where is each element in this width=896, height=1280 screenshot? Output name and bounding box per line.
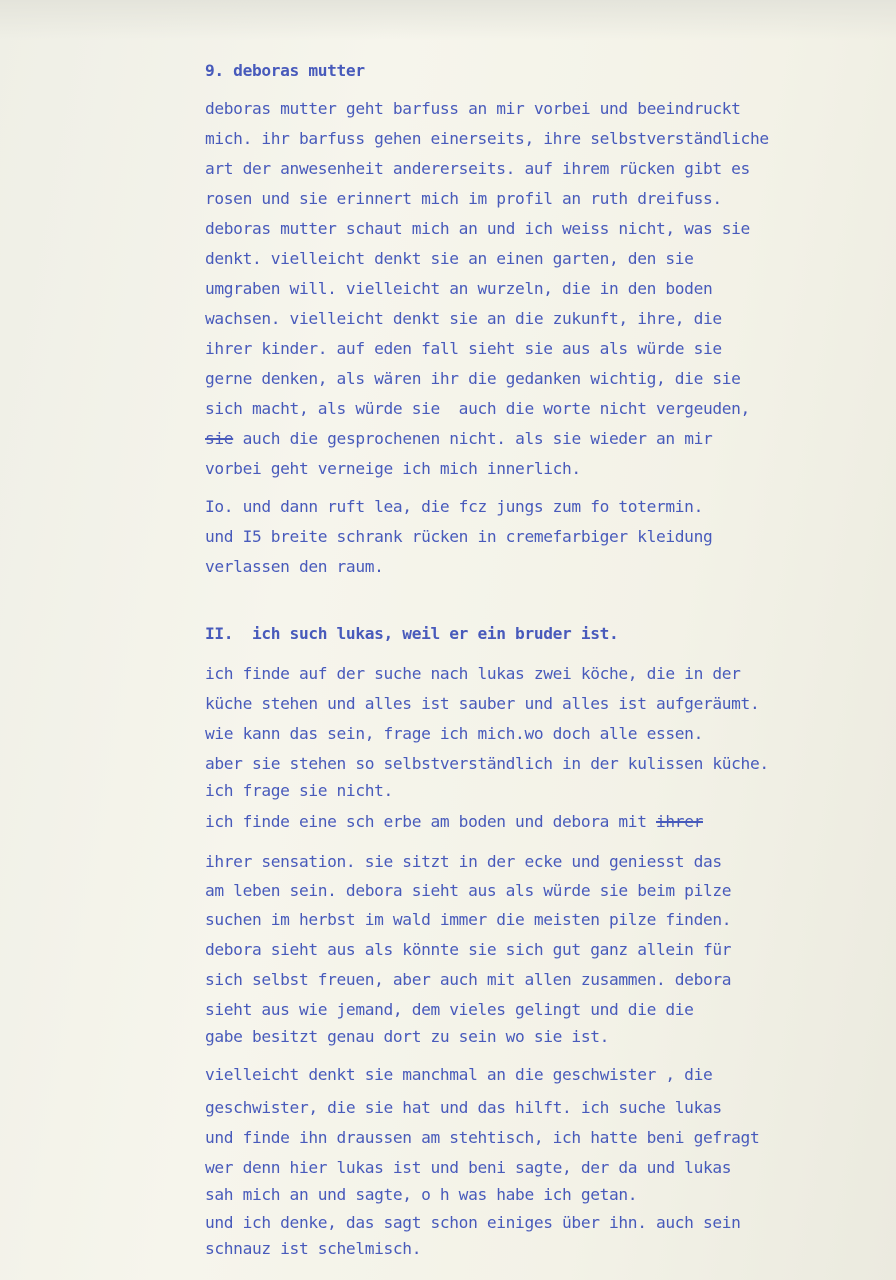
text-line-start: ich finde eine sch erbe am boden und debora mit (205, 812, 647, 831)
text-line: ich finde auf der suche nach lukas zwei köche, die in der (205, 664, 741, 683)
text-line: denkt. vielleicht denkt sie an einen garten, den sie (205, 249, 694, 268)
text-line: ihrer kinder. auf eden fall sieht sie aus als würde sie (205, 339, 722, 358)
text-line: suchen im herbst im wald immer die meisten pilze finden. (205, 910, 732, 929)
text-line: vorbei geht verneige ich mich innerlich. (205, 459, 581, 478)
section-heading-11: II. ich such lukas, weil er ein bruder ist. (205, 624, 619, 643)
text-line: wachsen. vielleicht denkt sie an die zukunft, ihre, die (205, 309, 722, 328)
text-line: geschwister, die sie hat und das hilft. ich suche lukas (205, 1098, 722, 1117)
text-line: aber sie stehen so selbstverständlich in der kulissen küche. (205, 754, 769, 773)
typewritten-text (205, 0, 885, 1258)
text-line: deboras mutter schaut mich an und ich weiss nicht, was sie (205, 219, 750, 238)
text-line: ich frage sie nicht. (205, 781, 393, 800)
text-line: gabe besitzt genau dort zu sein wo sie ist. (205, 1027, 610, 1046)
section-heading-9: 9. deboras mutter (205, 61, 365, 80)
text-line: und I5 breite schrank rücken in cremefarbiger kleidung (205, 527, 713, 546)
text-line: gerne denken, als wären ihr die gedanken wichtig, die sie (205, 369, 741, 388)
text-line-with-strikeout (205, 428, 712, 450)
text-line-rest: auch die gesprochenen nicht. als sie wieder an mir (242, 429, 713, 448)
text-line: sich selbst freuen, aber auch mit allen zusammen. debora (205, 970, 732, 989)
text-line: sieht aus wie jemand, dem vieles gelingt und die die (205, 1000, 694, 1019)
struck-word: ihrer (656, 812, 703, 831)
text-line: vielleicht denkt sie manchmal an die geschwister , die (205, 1065, 713, 1084)
text-line: wie kann das sein, frage ich mich.wo doch alle essen. (205, 724, 703, 743)
text-line: debora sieht aus als könnte sie sich gut ganz allein für (205, 940, 732, 959)
text-line: wer denn hier lukas ist und beni sagte, der da und lukas (205, 1158, 732, 1177)
text-line: art der anwesenheit andererseits. auf ihrem rücken gibt es (205, 159, 750, 178)
text-line: verlassen den raum. (205, 557, 384, 576)
struck-word: sie (205, 429, 234, 448)
text-line: und finde ihn draussen am stehtisch, ich hatte beni gefragt (205, 1128, 760, 1147)
text-line-with-strikeout (205, 811, 703, 833)
text-line: umgraben will. vielleicht an wurzeln, die in den boden (205, 279, 713, 298)
text-line: am leben sein. debora sieht aus als würde sie beim pilze (205, 881, 732, 900)
text-line: und ich denke, das sagt schon einiges über ihn. auch sein (205, 1213, 741, 1232)
text-line: ihrer sensation. sie sitzt in der ecke und geniesst das (205, 852, 722, 871)
text-line: sah mich an und sagte, o h was habe ich getan. (205, 1185, 638, 1204)
text-line: küche stehen und alles ist sauber und alles ist aufgeräumt. (205, 694, 760, 713)
text-line: mich. ihr barfuss gehen einerseits, ihre selbstverständliche (205, 129, 769, 148)
text-line: schnauz ist schelmisch. (205, 1239, 422, 1258)
text-line: rosen und sie erinnert mich im profil an ruth dreifuss. (205, 189, 722, 208)
text-line: sich macht, als würde sie auch die worte nicht vergeuden, (205, 399, 750, 418)
section-heading-10: Io. und dann ruft lea, die fcz jungs zum fo totermin. (205, 497, 703, 516)
text-line: deboras mutter geht barfuss an mir vorbei und beeindruckt (205, 99, 741, 118)
